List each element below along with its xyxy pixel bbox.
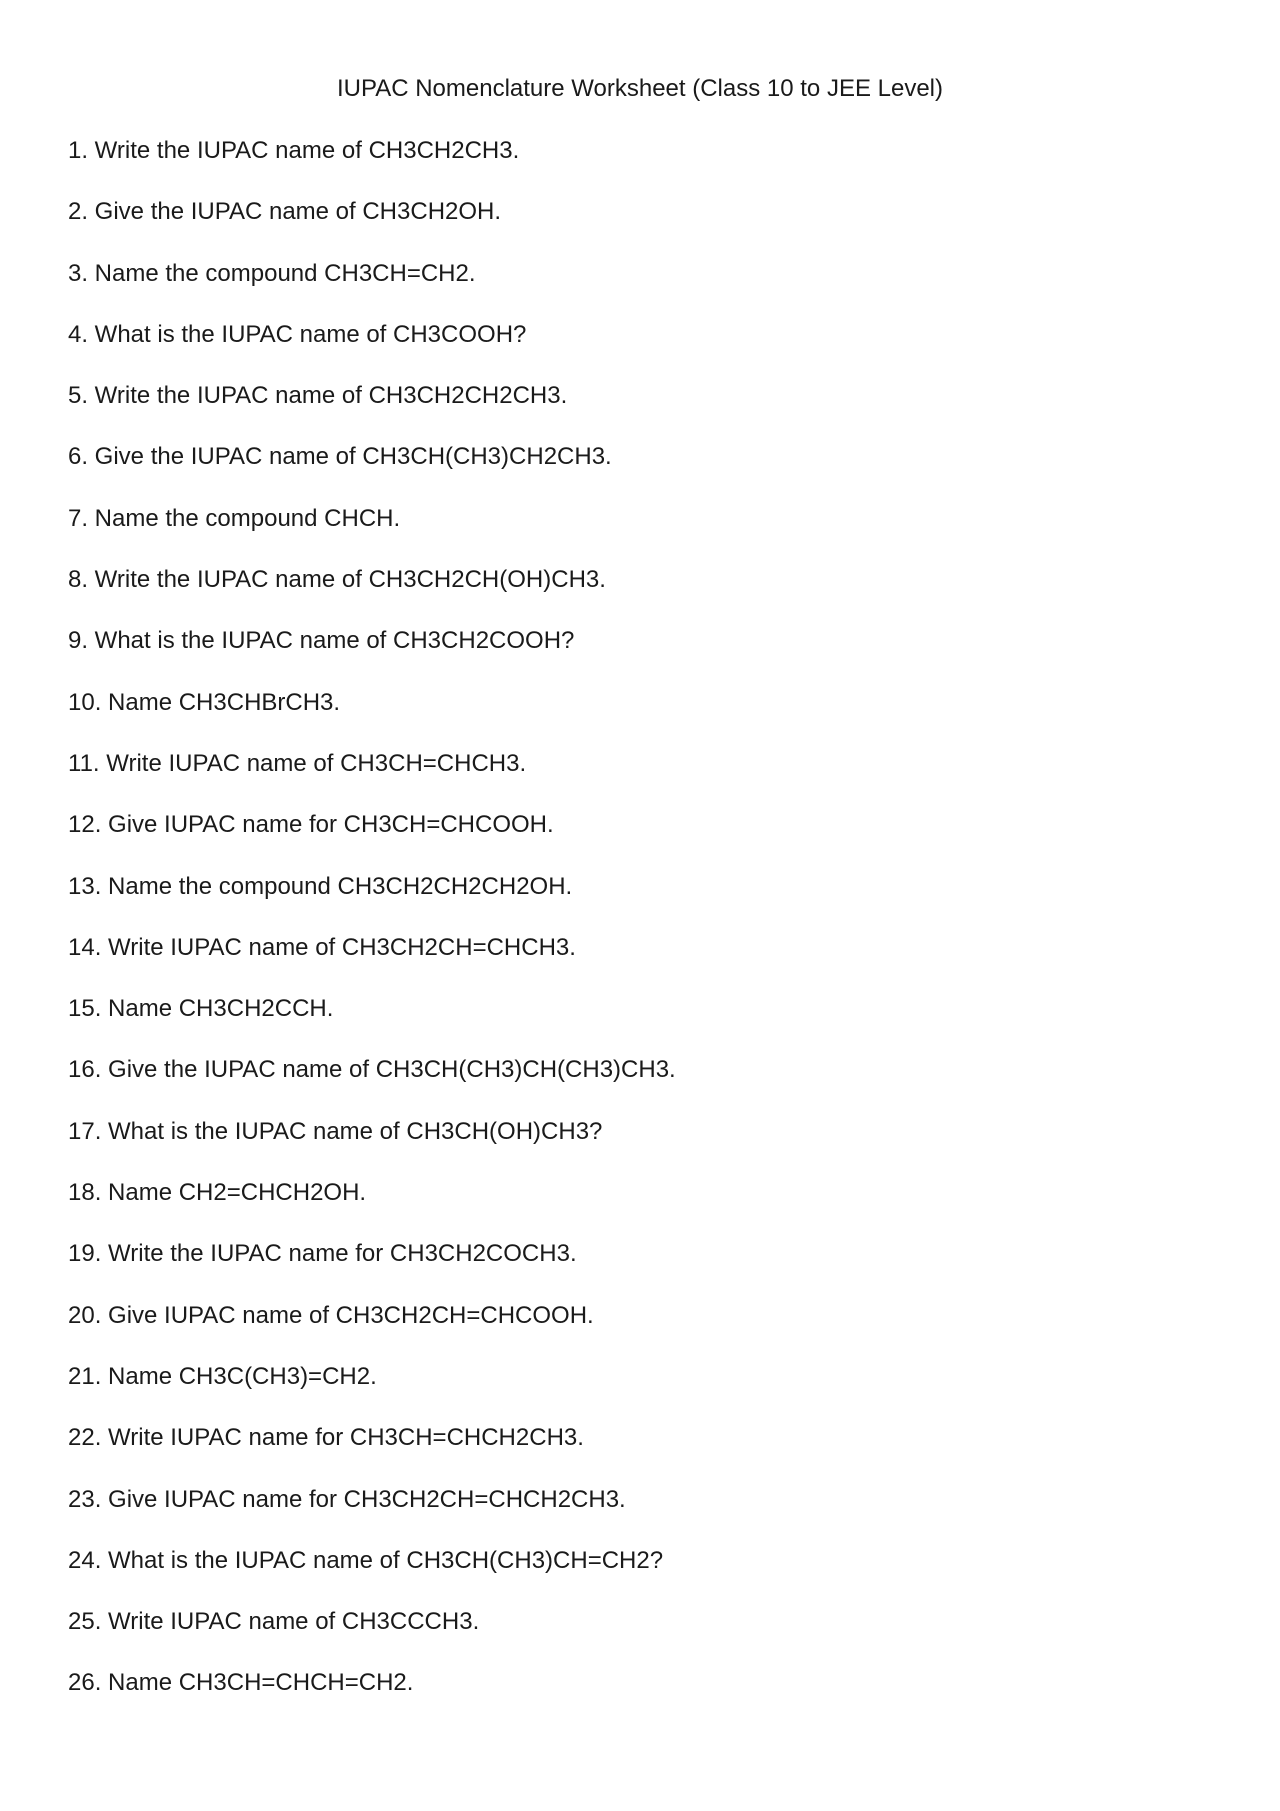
question-item: 17. What is the IUPAC name of CH3CH(OH)CH3? <box>68 1117 603 1145</box>
question-item: 7. Name the compound CHCH. <box>68 504 401 532</box>
question-item: 26. Name CH3CH=CHCH=CH2. <box>68 1669 414 1697</box>
question-item: 25. Write IUPAC name of CH3CCCH3. <box>68 1608 480 1636</box>
question-item: 18. Name CH2=CHCH2OH. <box>68 1179 367 1207</box>
question-item: 5. Write the IUPAC name of CH3CH2CH2CH3. <box>68 382 568 410</box>
question-item: 13. Name the compound CH3CH2CH2CH2OH. <box>68 872 573 900</box>
question-item: 23. Give IUPAC name for CH3CH2CH=CHCH2CH3. <box>68 1485 626 1513</box>
question-item: 24. What is the IUPAC name of CH3CH(CH3)CH=CH2? <box>68 1546 664 1574</box>
question-item: 14. Write IUPAC name of CH3CH2CH=CHCH3. <box>68 933 576 961</box>
question-item: 9. What is the IUPAC name of CH3CH2COOH? <box>68 627 575 655</box>
question-item: 20. Give IUPAC name of CH3CH2CH=CHCOOH. <box>68 1301 594 1329</box>
question-item: 22. Write IUPAC name for CH3CH=CHCH2CH3. <box>68 1424 584 1452</box>
question-item: 3. Name the compound CH3CH=CH2. <box>68 259 476 287</box>
question-item: 6. Give the IUPAC name of CH3CH(CH3)CH2CH3. <box>68 443 612 471</box>
question-item: 11. Write IUPAC name of CH3CH=CHCH3. <box>68 749 527 777</box>
question-item: 4. What is the IUPAC name of CH3COOH? <box>68 320 527 348</box>
question-item: 2. Give the IUPAC name of CH3CH2OH. <box>68 198 502 226</box>
question-item: 16. Give the IUPAC name of CH3CH(CH3)CH(CH3)CH3. <box>68 1056 676 1084</box>
question-item: 21. Name CH3C(CH3)=CH2. <box>68 1362 377 1390</box>
question-item: 10. Name CH3CHBrCH3. <box>68 688 341 716</box>
question-item: 8. Write the IUPAC name of CH3CH2CH(OH)CH3. <box>68 566 606 594</box>
question-item: 15. Name CH3CH2CCH. <box>68 995 334 1023</box>
question-list <box>68 136 676 1730</box>
question-item: 1. Write the IUPAC name of CH3CH2CH3. <box>68 137 520 164</box>
question-item: 12. Give IUPAC name for CH3CH=CHCOOH. <box>68 811 554 839</box>
worksheet-title: IUPAC Nomenclature Worksheet (Class 10 to JEE Level) <box>336 75 943 102</box>
question-item: 19. Write the IUPAC name for CH3CH2COCH3. <box>68 1240 577 1268</box>
